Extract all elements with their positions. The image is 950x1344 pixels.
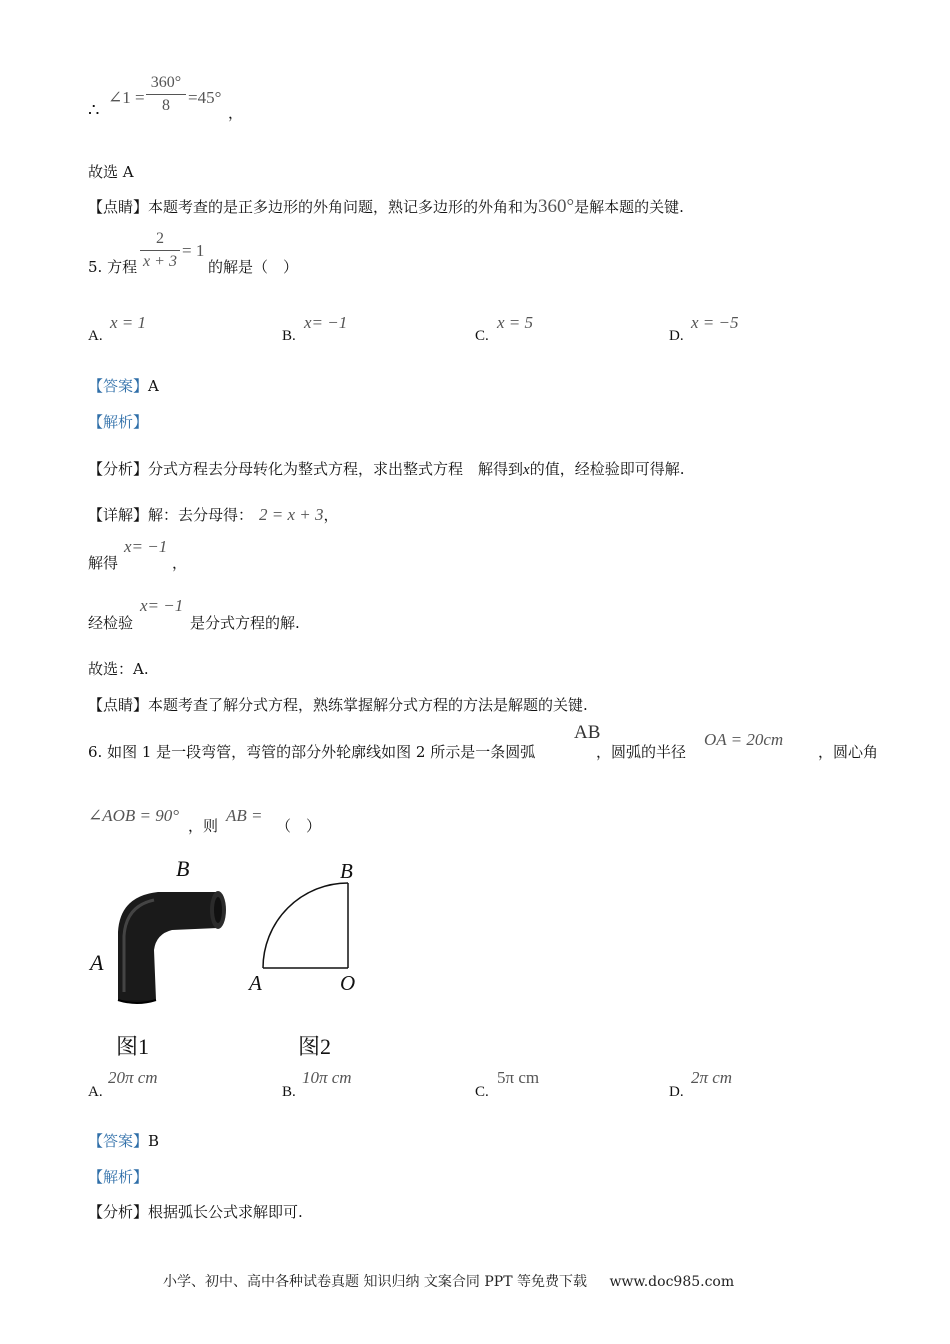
q5-fenxi-b: 的值，经检验即可得解.: [529, 460, 685, 478]
choose-answer: 故选 A: [88, 163, 134, 181]
q5-option-d[interactable]: x = −5: [691, 313, 739, 332]
fraction-360-8: [146, 74, 186, 115]
q5-fraction: [140, 230, 180, 271]
q5-suffix: 的解是（ ）: [208, 258, 299, 276]
q5-fraction-rhs: = 1: [182, 241, 205, 260]
q5-prefix: 5. 方程: [88, 258, 138, 276]
footer-url[interactable]: www.doc985.com: [609, 1274, 735, 1290]
q5-option-d-letter[interactable]: D.: [669, 328, 684, 344]
q5-option-b[interactable]: x= −1: [304, 313, 348, 332]
fig2-label-o: O: [340, 971, 356, 995]
comment-math: 360°: [538, 196, 575, 217]
q5-fenxi-line: [88, 458, 684, 479]
q5-answer-line: [88, 375, 159, 396]
comment-tag: 【点睛】: [88, 198, 149, 216]
q5-fenxi-tag: 【分析】: [88, 460, 149, 478]
angle-result: =45°: [188, 88, 222, 107]
q6-line1-a: 6. 如图 1 是一段弯管，弯管的部分外轮廓线如图 2 所示是一条圆弧: [88, 743, 536, 761]
q6-fenxi: 根据弧长公式求解即可.: [148, 1203, 303, 1221]
figure-2-quarter-arc: [244, 852, 374, 1002]
q5-fraction-denominator: x + 3: [143, 253, 177, 270]
q6-option-b-letter[interactable]: B.: [282, 1084, 296, 1100]
q6-arc-q: AB =: [226, 806, 263, 825]
q6-answer-tag: 【答案】: [88, 1132, 149, 1150]
q6-option-c-letter[interactable]: C.: [475, 1084, 489, 1100]
q6-angle-math: ∠AOB = 90°: [88, 806, 180, 825]
q5-check-label: 经检验: [88, 614, 134, 632]
elbow-pipe-image: [84, 852, 234, 1012]
comma: ，: [228, 104, 244, 122]
q5-option-a[interactable]: x = 1: [110, 313, 147, 332]
fraction-denominator: 8: [162, 97, 170, 114]
therefore-symbol: ∴: [88, 100, 100, 121]
q6-option-a-letter[interactable]: A.: [88, 1084, 103, 1100]
fig1-caption: 图1: [116, 1034, 150, 1059]
comment-line: [88, 196, 684, 218]
figure-1-elbow-pipe: [84, 852, 234, 1012]
fig2-label-a: A: [249, 971, 262, 995]
q6-arc-glyph: AB: [574, 722, 601, 743]
footer-text: 小学、初中、高中各种试卷真题 知识归纳 文案合同 PPT 等免费下载: [163, 1274, 587, 1290]
q5-comment-tag: 【点睛】: [88, 696, 149, 714]
q5-comment-line: [88, 694, 588, 715]
q5-fenxi-x: x: [523, 462, 530, 478]
q5-choose: 故选：A.: [88, 660, 149, 678]
q6-answer-line: [88, 1130, 159, 1151]
q5-option-b-letter[interactable]: B.: [282, 328, 296, 344]
q5-analysis-tag: 【解析】: [88, 413, 149, 431]
q6-option-a[interactable]: 20π cm: [108, 1068, 158, 1087]
q5-detail-line: [88, 504, 339, 525]
q6-option-c[interactable]: 5π cm: [497, 1068, 540, 1087]
q5-option-c-letter[interactable]: C.: [475, 328, 489, 344]
q6-fenxi-tag: 【分析】: [88, 1203, 149, 1221]
q6-option-b[interactable]: 10π cm: [302, 1068, 352, 1087]
q5-option-c[interactable]: x = 5: [497, 313, 534, 332]
q5-check-math: x= −1: [140, 596, 184, 615]
q5-solve-comma: ，: [172, 554, 188, 572]
q6-answer: B: [148, 1132, 160, 1150]
comment-text-b: 是解本题的关键.: [574, 198, 684, 216]
comment-text-a: 本题考查的是正多边形的外角问题，熟记多边形的外角和为: [148, 198, 539, 216]
q5-solve-label: 解得: [88, 554, 119, 572]
fraction-numerator: 360°: [150, 74, 182, 91]
q5-detail-a: 解：去分母得：: [148, 506, 254, 524]
q6-radius-math: OA = 20cm: [704, 730, 784, 749]
q6-option-d-letter[interactable]: D.: [669, 1084, 684, 1100]
q5-detail-comma: ，: [323, 506, 339, 524]
q5-fenxi-a: 分式方程去分母转化为整式方程，求出整式方程 解得到: [148, 460, 524, 478]
q6-line1-c: ，圆心角: [818, 743, 879, 761]
q5-check-text: 是分式方程的解.: [190, 614, 300, 632]
arc-ab: [263, 883, 348, 968]
angle-lhs: ∠1 =: [108, 88, 145, 107]
fig1-label-a: A: [90, 950, 104, 975]
q5-answer: A: [148, 377, 159, 395]
q6-then: ，则: [188, 817, 219, 835]
q6-paren: （ ）: [276, 817, 322, 835]
fig2-caption: 图2: [298, 1034, 332, 1059]
quarter-arc-diagram: [244, 852, 374, 1002]
fig1-label-b: B: [176, 856, 190, 881]
fig2-label-b: B: [340, 859, 353, 883]
q5-answer-tag: 【答案】: [88, 377, 149, 395]
page-footer: [163, 1271, 734, 1291]
q5-detail-tag: 【详解】: [88, 506, 149, 524]
q5-solve-math: x= −1: [124, 537, 168, 556]
q6-option-d[interactable]: 2π cm: [691, 1068, 733, 1087]
q5-option-a-letter[interactable]: A.: [88, 328, 103, 344]
q6-line1-b: ，圆弧的半径: [596, 743, 687, 761]
q6-analysis-tag: 【解析】: [88, 1168, 149, 1186]
q5-detail-math: 2 = x + 3: [259, 505, 324, 524]
q5-comment: 本题考查了解分式方程，熟练掌握解分式方程的方法是解题的关键.: [148, 696, 588, 714]
q6-fenxi-line: [88, 1201, 303, 1222]
q5-fraction-numerator: 2: [156, 230, 164, 247]
